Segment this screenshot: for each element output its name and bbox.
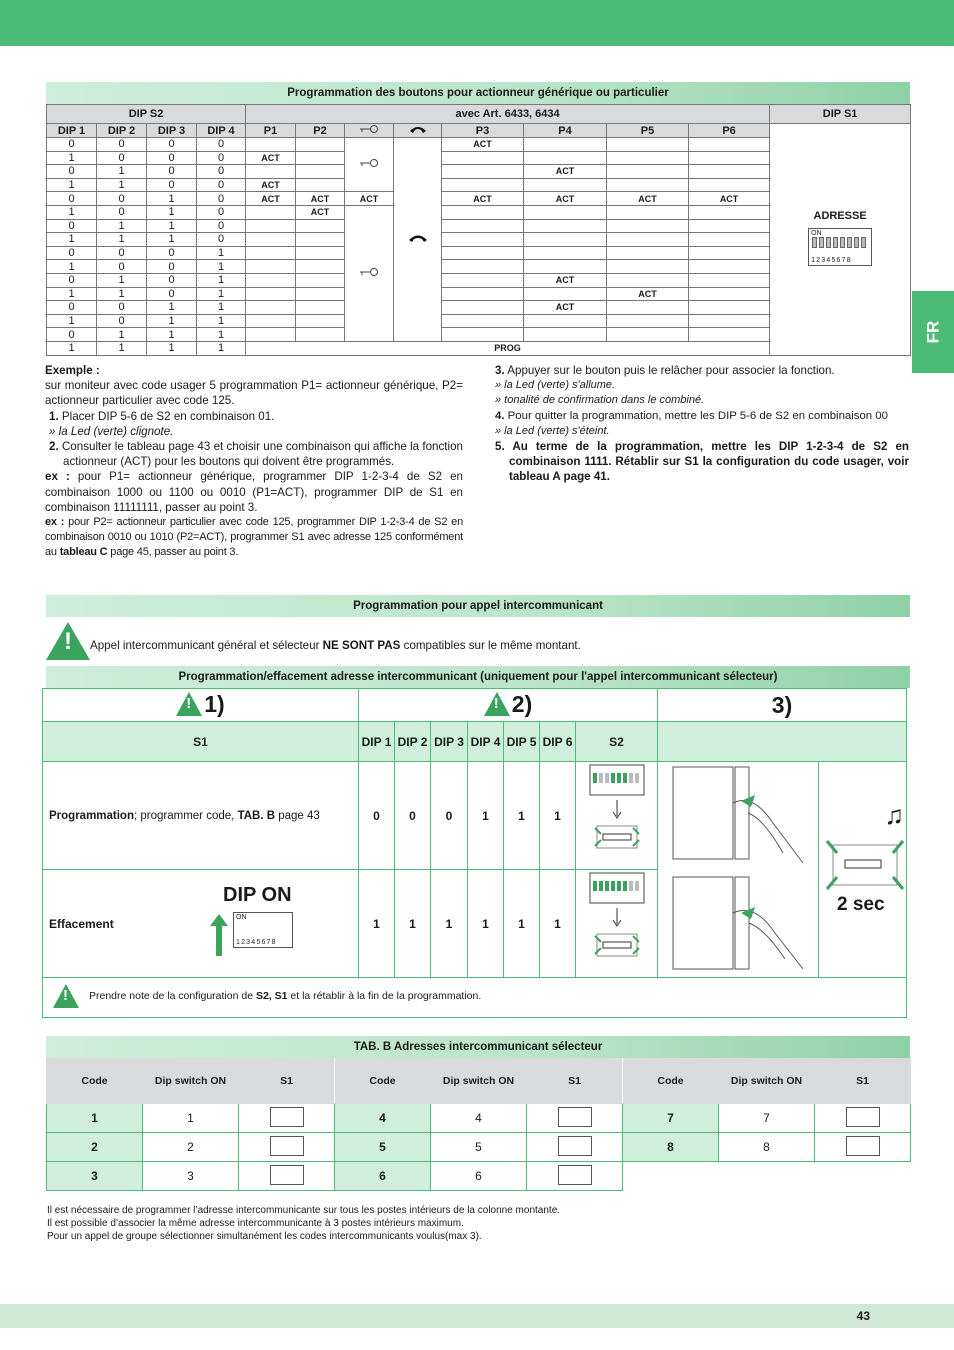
key-icon (358, 267, 380, 277)
s1-header: S1 (43, 722, 359, 762)
two-sec-label: 2 sec (837, 894, 885, 915)
footer-notes (47, 1204, 560, 1243)
led-blink-icon (823, 835, 907, 895)
dip-switch-image (558, 1136, 592, 1156)
key-icon (358, 158, 380, 168)
step-4-result: » la Led (verte) s'éteint. (495, 424, 610, 437)
bottom-banner (0, 1304, 954, 1328)
dip-switch-image: ON 12345678 (233, 912, 293, 948)
music-note-icon: ♫ (884, 800, 905, 830)
warning-icon (484, 692, 510, 716)
tabB-title: TAB. B Adresses intercommunicant sélecteur (46, 1036, 910, 1058)
col-p6: P6 (689, 124, 770, 138)
effacement-label: Effacement (49, 916, 114, 931)
up-arrow-icon (209, 914, 229, 956)
dip5-header: DIP 5 (504, 722, 540, 762)
page-number: 43 (856, 1309, 870, 1323)
adresse-label: ADRESSE (813, 209, 867, 222)
step-3: 3. Appuyer sur le bouton puis le relâcher pour associer la fonction. (495, 364, 835, 377)
restore-note: ! Prendre note de la configuration de S2, S1 et la rétablir à la fin de la programmation. (43, 978, 907, 1018)
step-5: 5. Au terme de la programmation, mettre les DIP 1-2-3-4 de S2 en combinaison 1111. Rétablir sur S1 la configuration du code usager, voir tableau A page 41. (495, 440, 909, 484)
example-right (495, 363, 909, 485)
dip-switch-image (270, 1165, 304, 1185)
dip-s2-header: DIP S2 (47, 105, 246, 124)
avec-art-header: avec Art. 6433, 6434 (246, 105, 770, 124)
dip-s1-header: DIP S1 (770, 105, 911, 124)
dip1-header: DIP 1 (359, 722, 395, 762)
programmation-cell: Programmation; programmer code, TAB. B page 43 (43, 762, 359, 870)
top-banner (0, 0, 954, 46)
dip-switch-image (270, 1107, 304, 1127)
step2-header: ! 2) (359, 689, 658, 722)
col-dip4: DIP 4 (197, 124, 246, 138)
step-3-result2: » tonalité de confirmation dans le combiné. (495, 394, 705, 407)
col-p5: P5 (607, 124, 689, 138)
footer-note: Il est possible d’associer la même adresse intercommunicante à 3 postes intérieurs maximum. (47, 1218, 464, 1229)
col-p4: P4 (524, 124, 607, 138)
dip-switch-image (558, 1165, 592, 1185)
step1-header: ! 1) (43, 689, 359, 722)
footer-note: Il est nécessaire de programmer l’adresse intercommunicante sur tous les postes intérieurs de la colonne montante. (47, 1205, 561, 1216)
tabB-table: Code Dip switch ON S1 Code Dip switch ON S1 Code Dip switch ON S1 1 1 4 4 7 7 2 2 5 5 8 8 3 3 6 6 (46, 1058, 911, 1191)
col-dip1: DIP 1 (47, 124, 97, 138)
step-1: 1. Placer DIP 5-6 de S2 en combinaison 01. (49, 409, 275, 423)
step-1-result: » la Led (verte) clignote. (49, 424, 174, 438)
dip-switch-image (846, 1136, 880, 1156)
table1-title: Programmation des boutons pour actionneur générique ou particulier (46, 82, 910, 104)
example-left (45, 363, 463, 561)
example-ex2: ex : pour P2= actionneur particulier avec code 125, programmer DIP 1-2-3-4 de S2 en combinaison 0010 ou 1010 (P2=ACT), programmer S1 avec adresse 125 conformément au tableau C page 45, passer au point 3. (45, 516, 464, 559)
dip-switch-image (558, 1107, 592, 1127)
effacement-cell (43, 870, 359, 978)
col-dip3: DIP 3 (147, 124, 197, 138)
col-dip2: DIP 2 (97, 124, 147, 138)
intercom-title: Programmation pour appel intercommunicant (46, 595, 910, 617)
footer-note: Pour un appel de groupe sélectionner simultanément les codes intercommunicants voulus(max 3). (47, 1231, 482, 1242)
step3-header: 3) (658, 689, 907, 722)
s2-eff-illustration (576, 870, 658, 978)
col-key-icon (345, 124, 394, 138)
warning-icon (176, 692, 202, 716)
col-p3: P3 (442, 124, 524, 138)
led-confirm-illustration (819, 762, 907, 978)
step-3-result1: » la Led (verte) s'allume. (495, 379, 616, 392)
dip2-header: DIP 2 (395, 722, 431, 762)
dip-switch-image (270, 1136, 304, 1156)
dip-led-icon (589, 872, 645, 972)
example-intro: sur moniteur avec code usager 5 programmation P1= actionneur générique, P2= actionneur particulier avec code 125. (45, 379, 463, 408)
dip-switch-image (846, 1107, 880, 1127)
intercom-subtitle: Programmation/effacement adresse intercommunicant (uniquement pour l'appel intercommunicant sélecteur) (46, 666, 910, 688)
example-ex1: ex : pour P1= actionneur générique, programmer DIP 1-2-3-4 de S2 en combinaison 1000 ou 1100 ou 0010 (P1=ACT), programmer DIP de S1 en combinaison 11111111, passer au point 3. (45, 470, 463, 514)
handset-icon (407, 232, 429, 244)
s2-prog-illustration (576, 762, 658, 870)
language-tab: FR (912, 291, 954, 373)
s2-header: S2 (576, 722, 658, 762)
adresse-cell (770, 124, 911, 356)
warning-icon (46, 622, 90, 660)
col-p2: P2 (296, 124, 345, 138)
step-2: 2. Consulter le tableau page 43 et choisir une combinaison qui affiche la fonction actionneur (ACT) pour les boutons qui doivent être programmés. (49, 440, 463, 469)
compat-warning: Appel intercommunicant général et sélecteur NE SONT PAS compatibles sur le même montant. (90, 639, 581, 652)
dip6-header: DIP 6 (540, 722, 576, 762)
hand-pressing-icon (663, 763, 813, 973)
intercom-table: ! 1) ! 2) 3) S1 DIP 1 DIP 2 DIP 3 DIP 4 DIP 5 DIP 6 S2 Programmation; programmer code, TAB. B page 43 0 0 0 1 1 1 ♫ 2 sec Effacement DIP ON ON 12345678 1 1 1 1 1 1 ! Prendre note de la configuration de S2, S1 et la rétablir à la fin de la programmation. (42, 688, 907, 1018)
key-icon (358, 124, 380, 134)
dip-switch-s1-image: ON 12345678 (808, 228, 872, 266)
step3-blank-header (658, 722, 907, 762)
dip-led-icon (589, 764, 645, 864)
dip3-header: DIP 3 (431, 722, 468, 762)
button-programming-table: DIP S2 avec Art. 6433, 6434 DIP S1 DIP 1 DIP 2 DIP 3 DIP 4 P1 P2 P3 P4 P5 P6 ADRESSE ON 12345678 0 0 0 0 ACT 1 0 0 0 ACT 0 1 0 0 ACT 1 1 0 0 ACT 0 0 1 0 ACT ACT ACT ACT ACT ACT ACT 1 0 1 0 ACT 0 1 1 0 1 1 1 0 0 0 0 1 1 0 0 1 0 1 0 1 ACT 1 1 0 1 ACT 0 0 1 1 ACT 1 0 1 1 0 1 1 1 1 1 1 1 PROG (46, 104, 911, 356)
prog-cell: PROG (246, 341, 770, 355)
handset-icon (408, 124, 428, 134)
col-handset-icon (394, 124, 442, 138)
dip4-header: DIP 4 (468, 722, 504, 762)
col-p1: P1 (246, 124, 296, 138)
example-title: Exemple : (45, 364, 100, 377)
warning-icon (53, 984, 79, 1008)
press-button-illustration (658, 762, 819, 978)
dip-on-label: DIP ON (223, 884, 292, 906)
step-4: 4. Pour quitter la programmation, mettre les DIP 5-6 de S2 en combinaison 00 (495, 409, 888, 422)
